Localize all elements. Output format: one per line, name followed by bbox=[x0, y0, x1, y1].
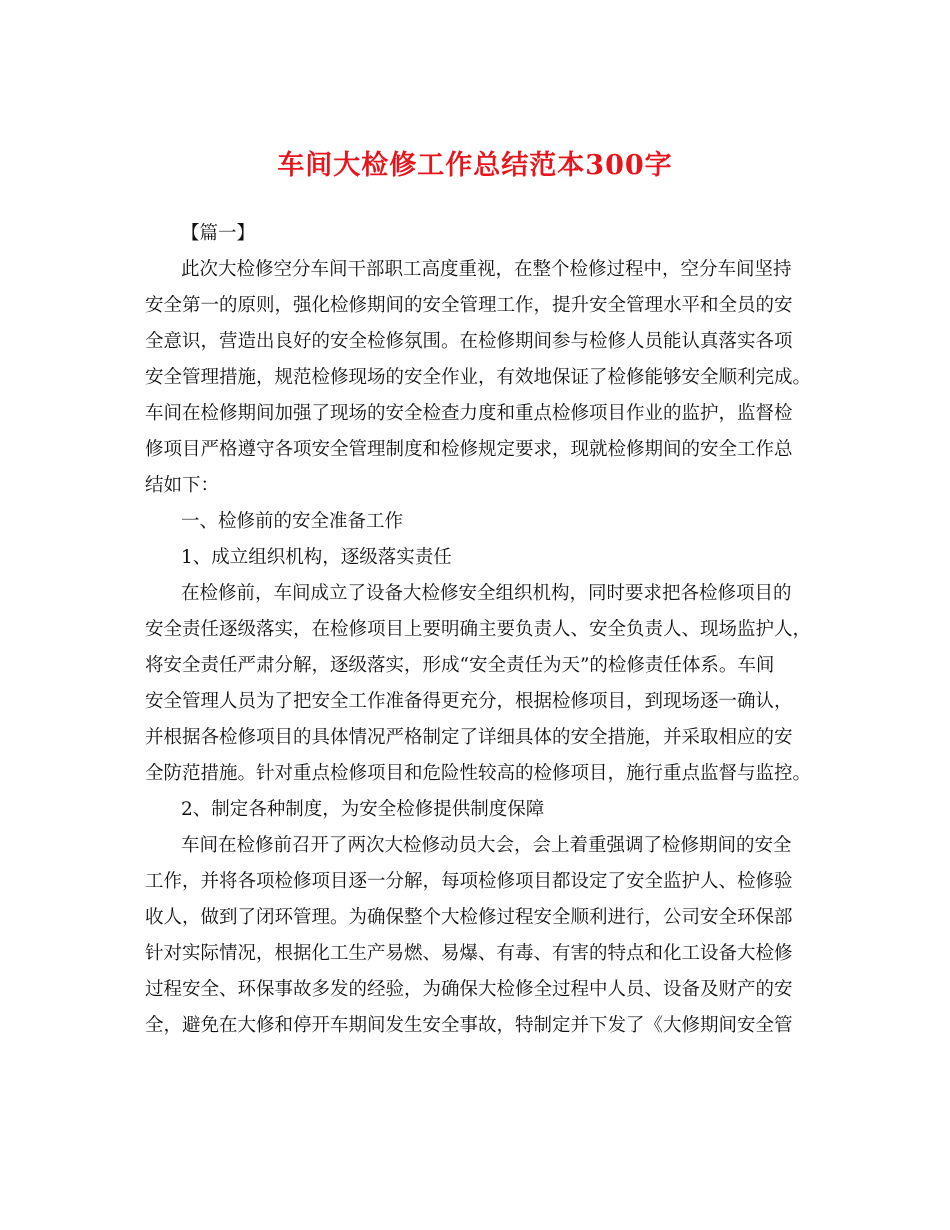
subsection-heading: 2、制定各种制度，为安全检修提供制度保障 bbox=[181, 799, 545, 820]
paragraph-line: 车间在检修期间加强了现场的安全检查力度和重点检修项目作业的监护，监督检 bbox=[145, 403, 793, 424]
paragraph-line: 全，避免在大修和停开车期间发生安全事故，特制定并下发了《大修期间安全管 bbox=[145, 1015, 793, 1036]
paragraph-line: 并根据各检修项目的具体情况严格制定了详细具体的安全措施，并采取相应的安 bbox=[145, 727, 793, 748]
paragraph-line: 安全责任逐级落实，在检修项目上要明确主要负责人、安全负责人、现场监护人， bbox=[145, 619, 812, 640]
paragraph-line: 针对实际情况，根据化工生产易燃、易爆、有毒、有害的特点和化工设备大检修 bbox=[145, 943, 793, 964]
paragraph-line: 在检修前，车间成立了设备大检修安全组织机构，同时要求把各检修项目的 bbox=[181, 583, 792, 604]
paragraph-line: 结如下： bbox=[145, 475, 220, 496]
section-heading: 一、检修前的安全准备工作 bbox=[181, 511, 404, 532]
paragraph-line: 过程安全、环保事故多发的经验，为确保大检修全过程中人员、设备及财产的安 bbox=[145, 979, 793, 1000]
paragraph-line: 安全第一的原则，强化检修期间的安全管理工作，提升安全管理水平和全员的安 bbox=[145, 295, 793, 316]
paragraph-line: 工作，并将各项检修项目逐一分解，每项检修项目都设定了安全监护人、检修验 bbox=[145, 871, 793, 892]
paragraph-line: 收人，做到了闭环管理。为确保整个大检修过程安全顺利进行，公司安全环保部 bbox=[145, 907, 793, 928]
paragraph-line: 全防范措施。针对重点检修项目和危险性较高的检修项目，施行重点监督与监控。 bbox=[145, 763, 812, 784]
section-heading-part-one: 【篇一】 bbox=[181, 223, 256, 244]
paragraph-line: 安全管理措施，规范检修现场的安全作业，有效地保证了检修能够安全顺利完成。 bbox=[145, 367, 812, 388]
paragraph-line: 全意识，营造出良好的安全检修氛围。在检修期间参与检修人员能认真落实各项 bbox=[145, 331, 793, 352]
paragraph-line: 将安全责任严肃分解，逐级落实，形成“安全责任为天”的检修责任体系。车间 bbox=[145, 655, 775, 676]
subsection-heading: 1、成立组织机构，逐级落实责任 bbox=[181, 547, 452, 568]
paragraph-line: 修项目严格遵守各项安全管理制度和检修规定要求，现就检修期间的安全工作总 bbox=[145, 439, 793, 460]
paragraph-line: 安全管理人员为了把安全工作准备得更充分，根据检修项目，到现场逐一确认， bbox=[145, 691, 793, 712]
document-title: 车间大检修工作总结范本300字 bbox=[277, 150, 673, 181]
paragraph-line: 车间在检修前召开了两次大检修动员大会，会上着重强调了检修期间的安全 bbox=[181, 835, 792, 856]
paragraph-line: 此次大检修空分车间干部职工高度重视，在整个检修过程中，空分车间坚持 bbox=[181, 259, 792, 280]
